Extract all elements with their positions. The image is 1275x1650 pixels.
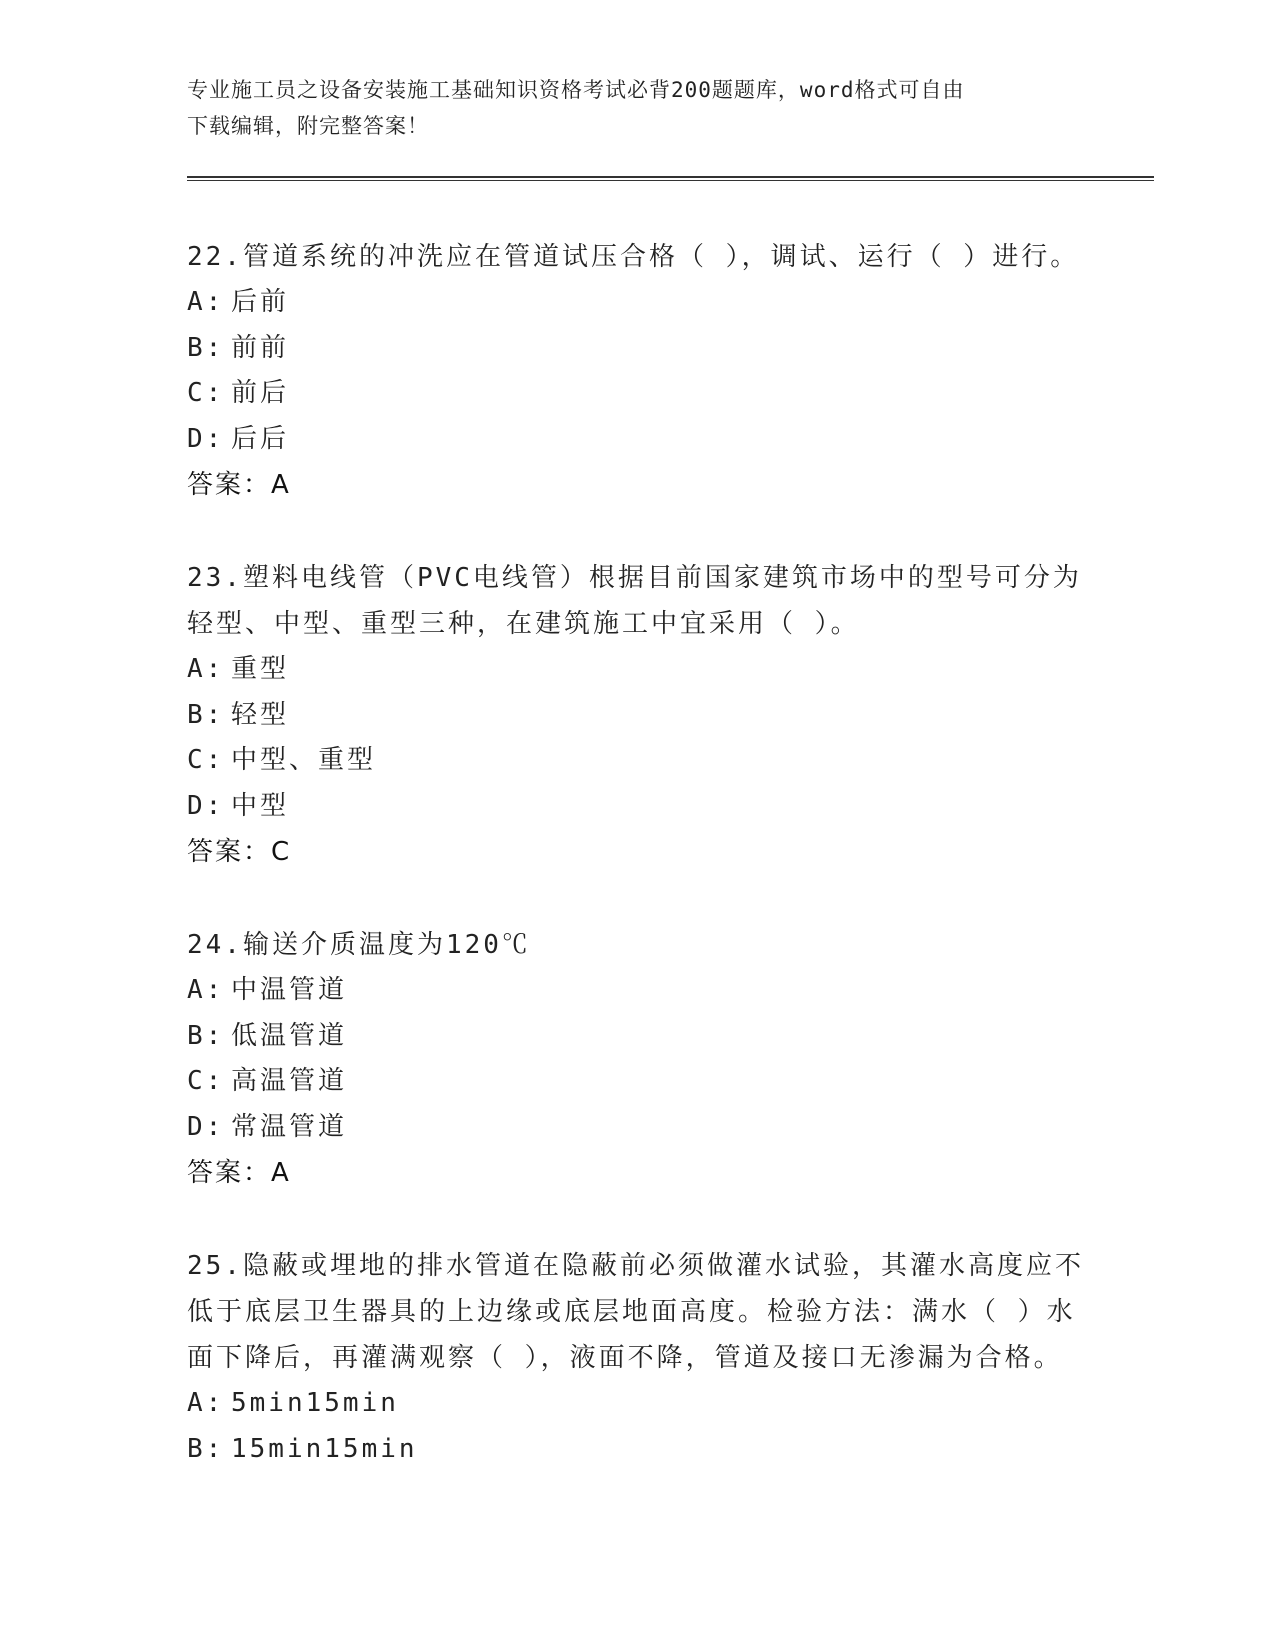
- question-stem: 22.管道系统的冲洗应在管道试压合格（ ），调试、运行（ ）进行。: [187, 242, 1080, 272]
- option-letter: A:: [187, 1388, 225, 1418]
- option-letter: A:: [187, 975, 225, 1005]
- option-letter: B:: [187, 1020, 225, 1051]
- question-23: [187, 555, 1087, 875]
- option-text: 低温管道: [231, 1020, 348, 1051]
- question-22: [187, 234, 1087, 508]
- option-c: [187, 738, 1087, 784]
- answer-line: 答案：A: [187, 1158, 291, 1188]
- document-header: [187, 72, 1067, 144]
- option-letter: C:: [187, 745, 225, 775]
- option-letter: A:: [187, 287, 225, 317]
- option-letter: B:: [187, 1433, 225, 1464]
- question-list: [187, 234, 1087, 1519]
- option-letter: D:: [187, 1111, 225, 1142]
- option-text: 15min15min: [231, 1433, 418, 1464]
- question-stem: 23.塑料电线管（PVC电线管）根据目前国家建筑市场中的型号可分为轻型、中型、重型三种，在建筑施工中宜采用（ ）。: [187, 563, 1082, 639]
- header-line-1: 专业施工员之设备安装施工基础知识资格考试必背200题题库，word格式可自由: [187, 78, 965, 102]
- option-text: 轻型: [231, 699, 290, 730]
- option-letter: C:: [187, 1066, 225, 1096]
- option-list: [187, 280, 1087, 462]
- question-stem: 24.输送介质温度为120℃: [187, 930, 531, 960]
- option-c: [187, 1059, 1087, 1105]
- option-b: [187, 1427, 1087, 1473]
- option-letter: A:: [187, 654, 225, 684]
- option-text: 中型: [231, 790, 290, 821]
- answer-line: 答案：A: [187, 470, 291, 500]
- option-d: [187, 784, 1087, 830]
- header-line-2: 下载编辑，附完整答案！: [187, 114, 429, 138]
- option-text: 中温管道: [231, 975, 348, 1005]
- option-list: [187, 968, 1087, 1150]
- option-letter: B:: [187, 699, 225, 730]
- question-stem: 25.隐蔽或埋地的排水管道在隐蔽前必须做灌水试验，其灌水高度应不低于底层卫生器具的上边缘或底层地面高度。检验方法：满水（ ）水面下降后，再灌满观察（ ），液面不降，管道及接口无渗漏为合格。: [187, 1251, 1084, 1373]
- option-text: 重型: [231, 654, 290, 684]
- answer-line: 答案：C: [187, 837, 292, 867]
- option-letter: C:: [187, 378, 225, 408]
- option-text: 前后: [231, 378, 290, 408]
- option-letter: D:: [187, 790, 225, 821]
- option-text: 5min15min: [231, 1388, 399, 1418]
- option-a: [187, 968, 1087, 1014]
- option-text: 中型、重型: [231, 745, 377, 775]
- option-a: [187, 1381, 1087, 1427]
- option-list: [187, 1381, 1087, 1472]
- option-a: [187, 280, 1087, 326]
- option-d: [187, 1105, 1087, 1151]
- option-d: [187, 417, 1087, 463]
- option-list: [187, 647, 1087, 829]
- option-b: [187, 693, 1087, 739]
- option-text: 后后: [231, 423, 290, 454]
- option-text: 前前: [231, 332, 290, 363]
- option-letter: B:: [187, 332, 225, 363]
- option-text: 常温管道: [231, 1111, 348, 1142]
- option-c: [187, 371, 1087, 417]
- header-divider: [187, 176, 1154, 181]
- option-a: [187, 647, 1087, 693]
- question-25: [187, 1243, 1087, 1472]
- option-letter: D:: [187, 423, 225, 454]
- question-24: [187, 922, 1087, 1196]
- option-text: 后前: [231, 287, 290, 317]
- option-b: [187, 1014, 1087, 1060]
- option-text: 高温管道: [231, 1066, 348, 1096]
- option-b: [187, 326, 1087, 372]
